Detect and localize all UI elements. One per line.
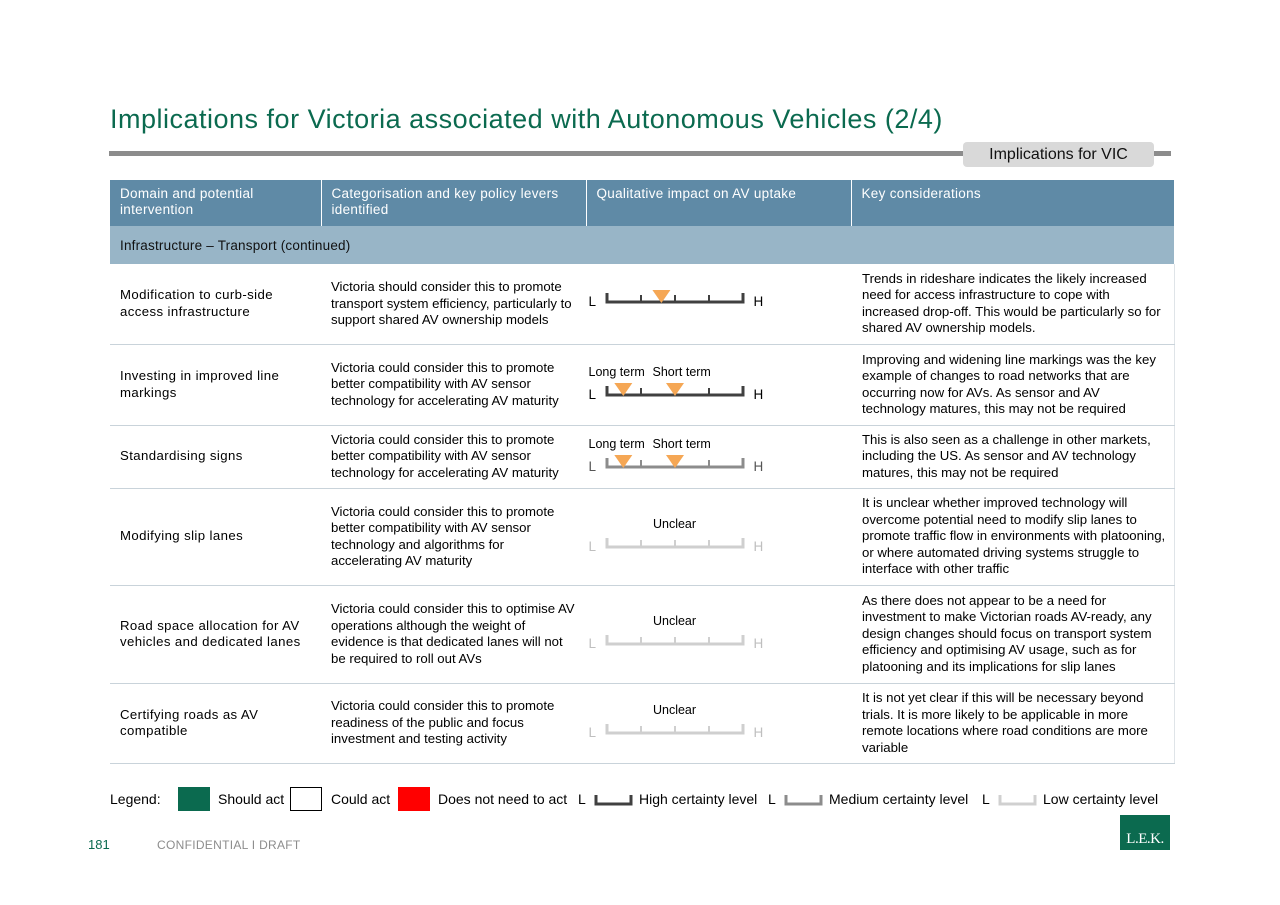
legend [110, 787, 1170, 811]
impact-scale [587, 274, 851, 334]
table-row [110, 264, 1174, 344]
scale-high-label: H [753, 725, 764, 740]
scale-high-label: H [753, 293, 764, 309]
scale-high-label: H [753, 386, 764, 402]
scale-high-label: H [753, 636, 764, 651]
legend-high-certainty-icon [594, 793, 634, 807]
domain-cell: Certifying roads as AV compatible [110, 683, 321, 763]
scale-low-label: L [588, 538, 597, 554]
page-title: Implications for Victoria associated with Autonomous Vehicles (2/4) [110, 104, 943, 134]
legend-should-act: Should act [218, 791, 285, 807]
consideration-cell: Improving and widening line markings was the key example of changes to road networks that are occurring now for AVs. As sensor and AV technology matures, this may not be required [851, 344, 1174, 425]
marker-label: Long term [588, 364, 645, 379]
impact-scale [587, 693, 851, 753]
section-tag: Implications for VIC [963, 142, 1154, 167]
legend-medium-certainty: Medium certainty level [829, 791, 969, 807]
confidential-label: CONFIDENTIAL I DRAFT [157, 838, 301, 852]
consideration-cell: As there does not appear to be a need for investment to make Victorian roads AV-ready, any design changes should focus on transport system efficiency and optimising AV usage, such as for platooning and its implications for slip lanes [851, 585, 1174, 683]
domain-cell: Investing in improved line markings [110, 344, 321, 425]
legend-swatch-no-need [398, 787, 430, 811]
scale-low-label: L [588, 386, 597, 402]
table-row [110, 585, 1174, 683]
impact-status: Unclear [652, 703, 697, 717]
policy-cell: Victoria could consider this to promote readiness of the public and focus investment and testing activity [321, 683, 586, 763]
impact-status: Unclear [652, 614, 697, 628]
legend-medium-l: L [768, 791, 776, 807]
header-domain: Domain and potential intervention [110, 180, 321, 226]
legend-title: Legend: [110, 791, 161, 807]
legend-low-certainty: Low certainty level [1043, 791, 1159, 807]
scale-high-label: H [753, 458, 764, 474]
legend-low-l: L [982, 791, 990, 807]
header-considerations: Key considerations [851, 180, 1174, 226]
impact-scale-graphic [587, 274, 851, 334]
header-policy: Categorisation and key policy levers identified [321, 180, 586, 226]
policy-cell: Victoria could consider this to promote better compatibility with AV sensor technology for accelerating AV maturity [321, 425, 586, 488]
impact-status: Unclear [652, 516, 697, 531]
legend-could-act: Could act [331, 791, 391, 807]
impact-cell [586, 683, 851, 763]
scale-high-label: H [753, 538, 764, 554]
impact-scale [587, 355, 851, 415]
policy-cell: Victoria could consider this to optimise AV operations although the weight of evidence is that dedicated lanes will not be required to roll out AVs [321, 585, 586, 683]
domain-cell: Standardising signs [110, 425, 321, 488]
legend-high-l: L [578, 791, 586, 807]
header-impact: Qualitative impact on AV uptake [586, 180, 851, 226]
impact-cell [586, 488, 851, 585]
impact-scale [587, 507, 851, 567]
impact-scale-graphic [587, 507, 851, 567]
impact-cell [586, 425, 851, 488]
legend-no-need: Does not need to act [438, 791, 568, 807]
domain-cell: Road space allocation for AV vehicles and dedicated lanes [110, 585, 321, 683]
impact-cell [586, 585, 851, 683]
page-number: 181 [88, 837, 110, 852]
impact-scale-graphic [587, 693, 851, 753]
domain-cell: Modification to curb-side access infrastructure [110, 264, 321, 344]
impact-scale [587, 427, 851, 487]
legend-high-certainty: High certainty level [639, 791, 758, 807]
impact-scale-graphic [587, 604, 851, 664]
policy-cell: Victoria could consider this to promote better compatibility with AV sensor technology and algorithms for accelerating AV maturity [321, 488, 586, 585]
impact-cell [586, 264, 851, 344]
domain-cell: Modifying slip lanes [110, 488, 321, 585]
implications-table [110, 180, 1175, 764]
company-logo: L.E.K. [1120, 815, 1170, 850]
scale-low-label: L [588, 725, 597, 740]
marker-label: Long term [588, 436, 645, 451]
marker-label: Short term [652, 436, 711, 451]
table-row [110, 344, 1174, 425]
scale-low-label: L [588, 293, 597, 309]
consideration-cell: It is not yet clear if this will be necessary beyond trials. It is more likely to be applicable in more remote locations where road conditions are more variable [851, 683, 1174, 763]
legend-swatch-should-act [178, 787, 210, 811]
scale-low-label: L [588, 458, 597, 474]
impact-scale [587, 604, 851, 664]
consideration-cell: This is also seen as a challenge in other markets, including the US. As sensor and AV technology matures, this may not be required [851, 425, 1174, 488]
legend-medium-certainty-icon [784, 793, 824, 807]
policy-cell: Victoria could consider this to promote better compatibility with AV sensor technology for accelerating AV maturity [321, 344, 586, 425]
consideration-cell: It is unclear whether improved technology will overcome potential need to modify slip lanes to promote traffic flow in environments with platooning, or where automated driving systems struggle to interface with other traffic [851, 488, 1174, 585]
consideration-cell: Trends in rideshare indicates the likely increased need for access infrastructure to cope with increased drop-off. This would be particularly so for shared AV ownership models. [851, 264, 1174, 344]
section-row: Infrastructure – Transport (continued) [110, 226, 1174, 264]
scale-low-label: L [588, 636, 597, 651]
legend-low-certainty-icon [998, 793, 1038, 807]
table-row [110, 683, 1174, 763]
marker-label: Short term [652, 364, 711, 379]
impact-cell [586, 344, 851, 425]
table-row [110, 488, 1174, 585]
table-row [110, 425, 1174, 488]
legend-swatch-could-act [290, 787, 322, 811]
policy-cell: Victoria should consider this to promote transport system efficiency, particularly to support shared AV ownership models [321, 264, 586, 344]
